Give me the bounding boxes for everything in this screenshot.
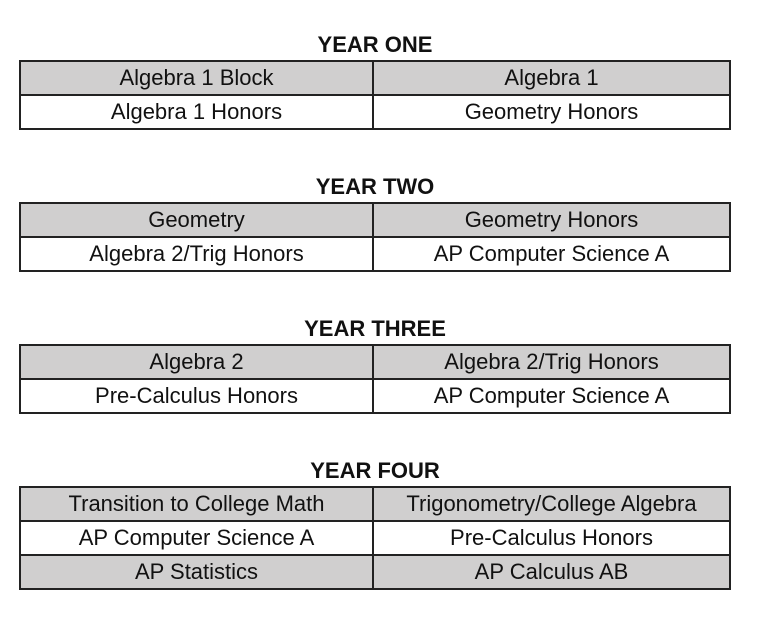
table-cell: Pre-Calculus Honors	[373, 521, 730, 555]
course-table	[19, 344, 731, 414]
table-cell: Geometry Honors	[373, 203, 730, 237]
year-two-section	[19, 172, 731, 272]
table-row	[20, 487, 730, 521]
table-cell: AP Calculus AB	[373, 555, 730, 589]
table-row	[20, 555, 730, 589]
year-three-section	[19, 314, 731, 414]
table-cell: Algebra 1 Honors	[20, 95, 373, 129]
table-cell: Geometry Honors	[373, 95, 730, 129]
course-table	[19, 486, 731, 590]
table-row	[20, 345, 730, 379]
table-row	[20, 521, 730, 555]
table-row	[20, 95, 730, 129]
table-cell: Algebra 1	[373, 61, 730, 95]
table-row	[20, 61, 730, 95]
table-cell: AP Computer Science A	[20, 521, 373, 555]
year-four-section	[19, 456, 731, 590]
table-cell: Transition to College Math	[20, 487, 373, 521]
table-cell: Trigonometry/College Algebra	[373, 487, 730, 521]
table-cell: AP Computer Science A	[373, 379, 730, 413]
section-title: YEAR ONE	[317, 32, 433, 57]
section-title: YEAR TWO	[315, 174, 435, 199]
table-cell: Pre-Calculus Honors	[20, 379, 373, 413]
section-title: YEAR THREE	[304, 316, 446, 341]
table-row	[20, 379, 730, 413]
section-title: YEAR FOUR	[310, 458, 440, 483]
course-table	[19, 202, 731, 272]
table-cell: Algebra 2/Trig Honors	[373, 345, 730, 379]
table-cell: Algebra 2/Trig Honors	[20, 237, 373, 271]
table-row	[20, 203, 730, 237]
course-table	[19, 60, 731, 130]
table-cell: Algebra 1 Block	[20, 61, 373, 95]
table-cell: Algebra 2	[20, 345, 373, 379]
table-row	[20, 237, 730, 271]
year-one-section	[19, 30, 731, 130]
table-cell: Geometry	[20, 203, 373, 237]
table-cell: AP Statistics	[20, 555, 373, 589]
table-cell: AP Computer Science A	[373, 237, 730, 271]
